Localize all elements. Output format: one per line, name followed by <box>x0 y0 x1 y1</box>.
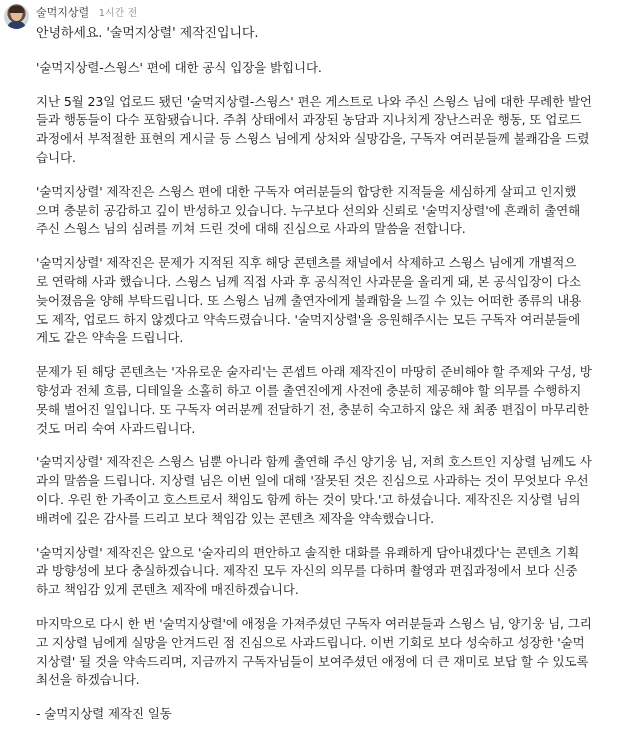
post-paragraph <box>36 183 636 239</box>
post-paragraph <box>36 93 636 168</box>
paragraph-line: 으며 충분히 공감하고 깊이 반성하고 있습니다. 누구보다 선의와 신뢰로 '술먹지상렬'에 흔쾌히 출연해 <box>36 202 581 218</box>
paragraph-line: 것도 머리 숙여 사과드립니다. <box>36 420 196 436</box>
paragraph-line: 이다. 우린 한 가족이고 호스트로서 책임도 함께 하는 것이 맞다.'고 하셨습니다. 제작진은 지상렬 님의 <box>36 491 581 507</box>
paragraph-line: 지상렬' 될 것을 약속드리며, 지금까지 구독자님들이 보여주셨던 애정에 더 큰 재미로 보답 할 수 있도록 <box>36 653 589 669</box>
post-paragraph <box>36 615 636 690</box>
paragraph-line: 과 방향성에 보다 충실하겠습니다. 제작진 모두 자신의 의무를 다하며 촬영과 편집과정에서 보다 신중 <box>36 563 578 579</box>
post-signature: - 술먹지상렬 제작진 일동 <box>36 706 172 722</box>
post-body <box>36 25 636 724</box>
paragraph-line: '술먹지상렬' 제작진은 스윙스 편에 대한 구독자 여러분들의 합당한 지적들을 세심하게 살피고 인지했 <box>36 183 577 199</box>
post-paragraphs <box>36 59 636 690</box>
paragraph-line: 주신 스윙스 님의 심려를 끼쳐 드린 것에 대해 진심으로 사과의 말씀을 전합니다. <box>36 221 466 237</box>
paragraph-line: 문제가 된 해당 콘텐츠는 '자유로운 술자리'는 콘셉트 아래 제작진이 마땅히 준비해야 할 주제와 구성, 방 <box>36 364 592 380</box>
paragraph-line: '술먹지상렬' 제작진은 문제가 지적된 직후 해당 콘텐츠를 채널에서 삭제하고 스윙스 님에게 개별적으 <box>36 255 577 271</box>
post-paragraph <box>36 363 636 438</box>
paragraph-line: 로 연락해 사과 했습니다. 스윙스 님께 직접 사과 후 공식적인 사과문을 올리게 돼, 본 공식입장이 다소 <box>36 273 581 289</box>
paragraph-line: 과정에서 부적절한 표현의 게시글 등 스윙스 님에게 상처와 실망감을, 구독자 여러분들께 불쾌감을 드렸 <box>36 131 590 147</box>
avatar-hair <box>9 6 24 13</box>
post-paragraph <box>36 544 636 600</box>
post-paragraph <box>36 59 636 78</box>
post-paragraph <box>36 453 636 528</box>
post-header <box>36 6 137 20</box>
post-paragraph <box>36 254 636 348</box>
paragraph-line: '술먹지상렬-스윙스' 편에 대한 공식 입장을 밝힙니다. <box>36 59 322 75</box>
paragraph-line: 게도 같은 약속을 드립니다. <box>36 330 184 346</box>
paragraph-line: 마지막으로 다시 한 번 '술먹지상렬'에 애정을 가져주셨던 구독자 여러분들과 스윙스 님, 양기웅 님, 그리 <box>36 615 592 631</box>
paragraph-line: 늦어졌음을 양해 부탁드립니다. 또 스윙스 님께 출연자에게 불쾌함을 느낄 수 있는 어떠한 종류의 내용 <box>36 292 582 308</box>
paragraph-line: 들과 행동들이 다수 포함됐습니다. 주취 상태에서 과장된 농담과 지나치게 장난스러운 행동, 또 업로드 <box>36 112 582 128</box>
author-name-link[interactable]: 술먹지상렬 <box>36 6 90 19</box>
paragraph-line: 하고 책임감 있게 콘텐츠 제작에 매진하겠습니다. <box>36 582 299 598</box>
post-timestamp-link[interactable]: 1시간 전 <box>98 8 138 19</box>
paragraph-line: 배려에 깊은 감사를 드리고 보다 책임감 있는 콘텐츠 제작을 약속했습니다. <box>36 510 434 526</box>
paragraph-line: 못해 벌어진 일입니다. 또 구독자 여러분께 전달하기 전, 충분히 숙고하지 않은 채 최종 편집이 마무리한 <box>36 401 589 417</box>
author-avatar[interactable] <box>4 4 29 29</box>
paragraph-line: 과의 말씀을 드립니다. 지상렬 님은 이번 일에 대해 '잘못된 것은 진심으로 사과하는 것이 무엇보다 우선 <box>36 473 589 489</box>
paragraph-line: 지난 5월 23일 업로드 됐던 '술먹지상렬-스윙스' 편은 게스트로 나와 주신 스윙스 님에 대한 무례한 발언 <box>36 93 592 109</box>
paragraph-line: 최선을 하겠습니다. <box>36 672 140 688</box>
avatar-shirt <box>7 21 26 29</box>
paragraph-line: '술먹지상렬' 제작진은 앞으로 '술자리의 편안하고 솔직한 대화를 유쾌하게 담아내겠다'는 콘텐츠 기획 <box>36 544 580 560</box>
paragraph-line: '술먹지상렬' 제작진은 스윙스 님뿐 아니라 함께 출연해 주신 양기웅 님, 저희 호스트인 지상렬 님께도 사 <box>36 454 592 470</box>
paragraph-line: 고 지상렬 님에게 실망을 안겨드린 점 진심으로 사과드립니다. 이번 기회로 보다 성숙하고 성장한 '술먹 <box>36 634 585 650</box>
paragraph-line: 도 제작, 업로드 하지 않겠다고 약속드렸습니다. '술먹지상렬'을 응원해주시는 모든 구독자 여러분들에 <box>36 311 581 327</box>
paragraph-line: 향성과 전체 흐름, 디테일을 소홀히 하고 이를 출연진에게 사전에 충분히 제공해야 할 의무를 수행하지 <box>36 382 582 398</box>
paragraph-line: 습니다. <box>36 149 76 165</box>
post-greeting: 안녕하세요. '술먹지상렬' 제작진입니다. <box>36 26 259 41</box>
